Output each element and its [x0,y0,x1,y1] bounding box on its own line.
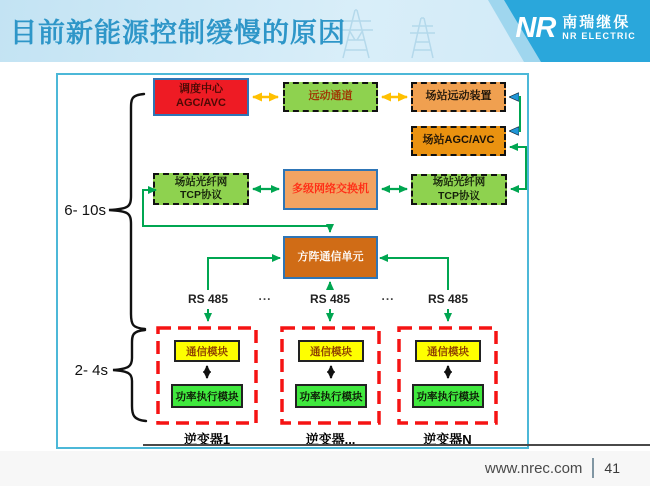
slide-footer [0,451,650,486]
comm-module-inverter2: 通信模块 [298,340,364,362]
website-url: www.nrec.com [484,459,583,477]
footer-divider [592,458,594,478]
company-name-cn: 南瑞继保 [562,14,631,32]
inverterN-label: 逆变器N [423,432,472,447]
timing-label-lower: 2- 4s [74,362,108,379]
node-matrix-comm-unit [283,236,378,279]
node-station-agc-avc [411,126,506,156]
node-label: 场站远动装置 [425,90,492,103]
node-label: 多级网络交换机 [292,182,369,195]
footer-content [485,458,620,478]
company-name-en: NR ELECTRIC [562,30,636,41]
inverter-ellipsis-label: 逆变器... [305,432,356,447]
rs485-label-2: RS 485 [309,292,351,306]
slide-header [0,0,650,62]
ellipsis-1: ... [258,289,272,303]
power-module-inverter2: 功率执行模块 [295,384,367,408]
node-label-line2: TCP协议 [438,189,480,202]
node-label: 方阵通信单元 [297,250,364,263]
nr-logo-icon: NR [515,12,556,44]
node-label-line1: 场站光纤网 [174,175,228,188]
node-station-fiber-network-right [411,174,507,205]
node-station-telecontrol-device [411,82,506,112]
comm-module-inverter1: 通信模块 [174,340,240,362]
company-names [562,15,636,41]
node-label: 场站AGC/AVC [422,134,495,147]
inverter1-label: 逆变器1 [183,432,231,447]
transmission-tower-icon [339,10,435,58]
node-label-line2: TCP协议 [180,189,222,201]
node-label-line1: 场站光纤网 [432,176,486,189]
node-label: 远动通道 [308,90,353,103]
node-label: 调度中心AGC/AVC [176,83,226,109]
company-logo [515,12,636,45]
node-dispatch-center-agc-avc [153,78,249,116]
power-module-inverter1: 功率执行模块 [171,384,243,408]
timing-label-upper: 6- 10s [64,202,106,219]
node-station-fiber-network-left [153,173,249,205]
rs485-label-1: RS 485 [187,292,229,306]
comm-module-inverterN: 通信模块 [415,340,481,362]
page-number: 41 [604,460,620,476]
node-telecontrol-channel [283,82,378,112]
node-network-switch [283,169,378,210]
rs485-label-3: RS 485 [427,292,469,306]
page-title: 目前新能源控制缓慢的原因 [10,18,346,48]
ellipsis-2: ... [381,289,395,303]
power-module-inverterN: 功率执行模块 [412,384,484,408]
